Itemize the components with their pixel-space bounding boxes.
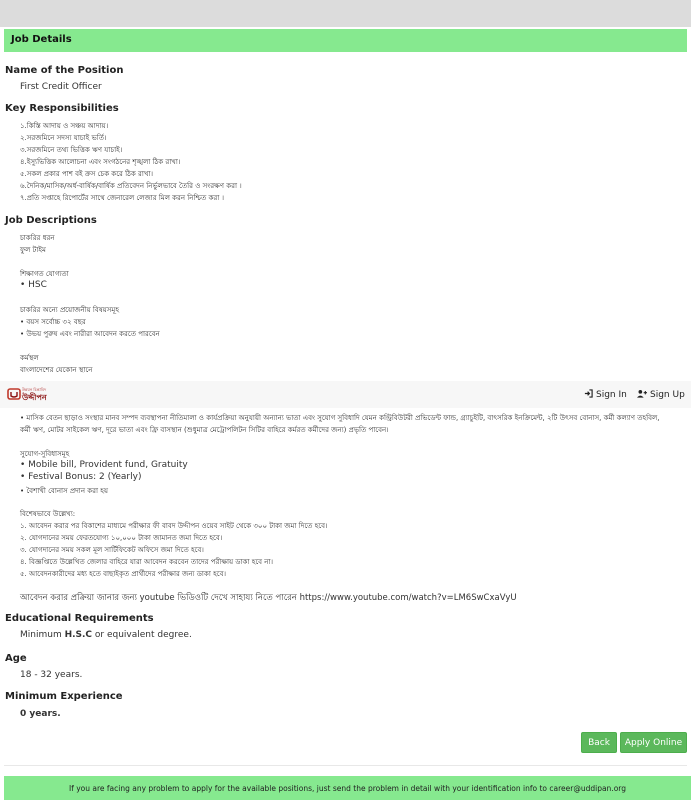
education-requirement	[20, 630, 192, 640]
user-plus-icon	[637, 389, 647, 398]
age-heading: Age	[5, 653, 27, 664]
extra-requirement-item: • উভয় পুরুষ এবং নারীরা আবেদন করতে পারবেন	[20, 330, 160, 338]
sign-in-label: Sign In	[596, 390, 627, 400]
descriptions-heading: Job Descriptions	[5, 215, 97, 226]
divider	[4, 765, 687, 766]
salary-text-cont: কর্মী ঋণ, মোটর সাইকেল ঋণ, দূরে ভাতা এবং ফ্রি বাসস্থান (শুধুমাত্র মেট্রোপলিটন সিটির বাহিরে কর্মরত কর্মীদের জন্য) প্রভৃতি পাবেন।	[20, 426, 389, 434]
responsibility-item: ৬.দৈনিক/মাসিক/অর্ধ-বার্ষিক/বার্ষিক প্রতিবেদন নির্ভুলভাবে তৈরি ও সংরক্ষণ করা ।	[20, 182, 242, 190]
responsibility-item: ৩.সরজমিনে তথ্য ভিত্তিক ঋণ যাচাই।	[20, 146, 123, 154]
logo-tagline: উন্নয়ন চিন্তাবিদ	[22, 387, 47, 392]
responsibility-item: ৫.সকল প্রকার পাশ বই ক্রস চেক করে ঠিক রাখা।	[20, 170, 153, 178]
sign-in-icon	[584, 389, 593, 398]
footer-text: If you are facing any problem to apply for the available positions, just send the problem in detail with your identification info to career@uddipan.org	[68, 784, 626, 793]
logo-mark-icon	[7, 387, 21, 401]
back-button[interactable]: Back	[581, 732, 617, 753]
extra-requirement-item: • বয়স সর্বোচ্চ ৩২ বছর	[20, 318, 86, 326]
experience-heading: Minimum Experience	[5, 691, 123, 702]
position-heading: Name of the Position	[5, 65, 124, 76]
logo-name: উদ্দীপন	[22, 393, 47, 402]
responsibility-item: ১.কিস্তি আদায় ও সঞ্চয় আদায়।	[20, 122, 109, 130]
job-details-title: Job Details	[11, 34, 72, 45]
uddipan-logo[interactable]	[7, 387, 59, 403]
video-help-text: আবেদন করার প্রক্রিয়া জানার জন্য youtube ভিডিওটি দেখে সাহায্য নিতে পারেন https://www.youtube.com/watch?v=LM6SwCxaVyU	[20, 593, 517, 603]
responsibilities-heading: Key Responsibilities	[5, 103, 119, 114]
sign-up-label: Sign Up	[650, 390, 685, 400]
salary-text: • মাসিক বেতন ছাড়াও সংস্থার মানব সম্পদ ব্যবস্থাপনা নীতিমালা ও কার্যপ্রক্রিয়া অনুযায়ী অন্যান্য ভাতা এবং সুযোগ সুবিধাদি যেমন কন্ট্রিবিউটরী প্রভিডেন্ট ফান্ড, গ্র্যাচুইটি, বাৎসরিক ইনক্রিমেন্ট, ২টি উৎসব বোনাস, কর্মী কল্যাণ তহবিল,	[20, 414, 660, 422]
sign-up-link[interactable]	[637, 389, 685, 400]
notice-item: ৫. আবেদনকারীদের মধ্য হতে বাছাইকৃত প্রার্থীদের পরীক্ষার জন্য ডাকা হবে।	[20, 570, 226, 578]
site-navbar	[0, 381, 691, 408]
notice-item: ৪. বিজ্ঞপ্তিতে উল্লেখিত জেলার বাহিরে যারা আবেদন করবেন তাদের পরীক্ষায় ডাকা হবে না।	[20, 558, 274, 566]
benefit-item: • বৈশাখী বোনাস প্রদান করা হয়	[20, 487, 109, 495]
extra-requirements-label: চাকরির অন্যে প্রয়োজনীয় বিষয়সমূহ	[20, 306, 119, 314]
responsibility-item: ৪.ইস্যুভিত্তিক আলোচনা এবং সংগঠনের শৃঙ্খলা ঠিক রাখা।	[20, 158, 181, 166]
position-value: First Credit Officer	[20, 82, 102, 92]
benefit-item: • Festival Bonus: 2 (Yearly)	[20, 472, 142, 482]
workplace-value: বাংলাদেশের যেকোন স্থানে	[20, 366, 93, 374]
browser-top-bar	[0, 0, 691, 27]
education-label: শিক্ষাগত যোগ্যতা	[20, 270, 69, 278]
responsibility-item: ৭.প্রতি সপ্তাহে রিপোর্টের সাথে জেনারেল লেজার মিল করন নিশ্চিত করা ।	[20, 194, 225, 202]
experience-value: 0 years.	[20, 709, 61, 719]
footer-bar	[4, 776, 691, 800]
education-degree: H.S.C	[64, 630, 93, 640]
education-pre: Minimum	[20, 630, 65, 640]
job-nature-label: চাকরির ধরন	[20, 234, 55, 242]
workplace-label: কর্মস্থল	[20, 354, 39, 362]
responsibility-item: ২.সরজমিনে সদস্য যাচাই ভর্তি।	[20, 134, 107, 142]
notice-item: ১. আবেদন করার পর বিকাশের মাধ্যমে পরীক্ষার ফী বাবদ উদ্দীপন ওয়েব সাইট থেকে ৩০০ টাকা জমা দিতে হবে।	[20, 522, 328, 530]
job-nature-value: ফুল টাইম	[20, 246, 46, 254]
education-heading: Educational Requirements	[5, 613, 154, 624]
apply-online-button[interactable]: Apply Online	[620, 732, 687, 753]
job-details-header	[4, 29, 687, 52]
notice-item: ৩. যোগদানের সময় সকল মূল সার্টিফিকেট অফিসে জমা দিতে হবে।	[20, 546, 204, 554]
benefit-item: • Mobile bill, Provident fund, Gratuity	[20, 460, 188, 470]
notice-item: ২. যোগদানের সময় ফেরতযোগ্য ১০,০০০ টাকা জামানত জমা দিতে হবে।	[20, 534, 223, 542]
benefits-label: সুযোগ-সুবিধাসমূহ	[20, 450, 70, 458]
notice-label: বিশেষভাবে উল্লেখ্য:	[20, 510, 76, 518]
sign-in-link[interactable]	[584, 389, 627, 400]
education-post: or equivalent degree.	[92, 630, 192, 640]
education-value: • HSC	[20, 280, 47, 290]
age-value: 18 - 32 years.	[20, 670, 83, 680]
